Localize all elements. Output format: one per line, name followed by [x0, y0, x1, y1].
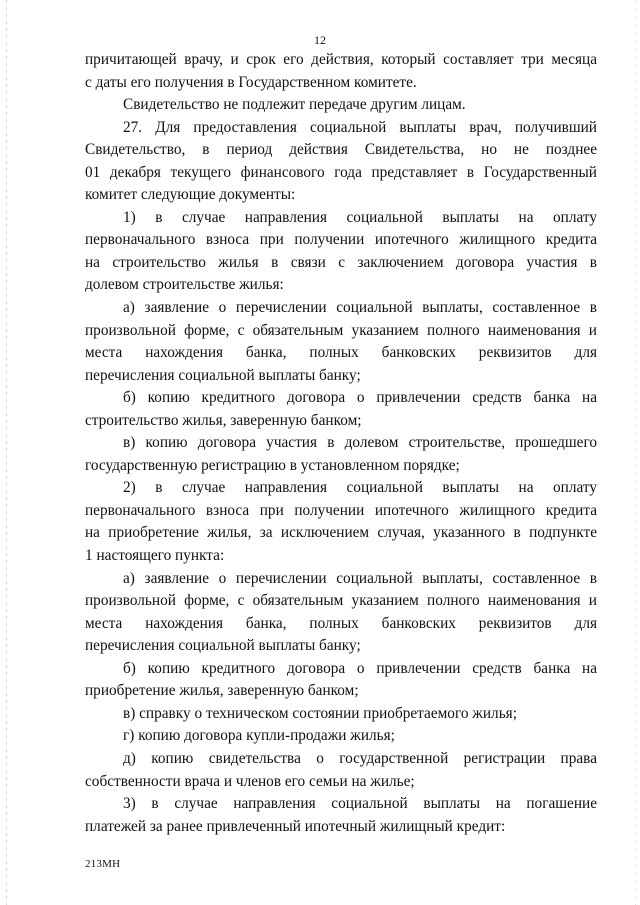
text-line-28: б) копию кредитного договора о привлечении средств банка на [123, 659, 597, 677]
text-line-4: 27. Для предоставления социальной выплаты врач, получивший [123, 118, 597, 136]
text-line-1: причитающей врачу, и срок его действия, который составляет три месяца [85, 51, 597, 68]
text-line-5: Свидетельство, в период действия Свидетельства, но не позднее [85, 141, 597, 159]
text-line-24: а) заявление о перечислении социальной выплаты, составленное в [123, 569, 597, 587]
text-line-35: платежей за ранее привлеченный ипотечный жилищный кредит: [85, 817, 506, 835]
text-line-13: произвольной форме, с обязательным указанием полного наименования и [85, 321, 597, 339]
text-line-21: первоначального взноса при получении ипотечного жилищного кредита [85, 501, 597, 519]
text-line-32: д) копию свидетельства о государственной регистрации права [123, 749, 597, 767]
text-line-14: места нахождения банка, полных банковских реквизитов для [85, 344, 597, 362]
scan-right-edge-mark [635, 0, 636, 905]
text-line-12: а) заявление о перечислении социальной выплаты, составленное в [123, 299, 597, 317]
text-line-8: 1) в случае направления социальной выплаты на оплату [123, 208, 597, 226]
text-line-29: приобретение жилья, заверенную банком; [85, 682, 359, 700]
text-line-31: г) копию договора купли-продажи жилья; [123, 727, 395, 745]
text-line-20: 2) в случае направления социальной выплаты на оплату [123, 479, 597, 497]
page-number: 12 [314, 33, 326, 47]
text-line-26: места нахождения банка, полных банковских реквизитов для [85, 614, 597, 632]
text-line-6: 01 декабря текущего финансового года представляет в Государственный [85, 163, 597, 181]
text-line-23: 1 настоящего пункта: [85, 547, 225, 565]
scan-left-edge-mark [6, 0, 7, 905]
text-line-33: собственности врача и членов его семьи на жилье; [85, 772, 415, 790]
text-line-15: перечисления социальной выплаты банку; [85, 366, 361, 384]
text-line-30: в) справку о техническом состоянии приобретаемого жилья; [123, 704, 517, 722]
document-body [85, 49, 597, 838]
text-line-3: Свидетельство не подлежит передаче другим лицам. [123, 96, 466, 114]
text-line-2: с даты его получения в Государственном комитете. [85, 73, 417, 91]
text-line-10: на строительство жилья в связи с заключением договора участия в [85, 253, 597, 271]
text-line-22: на приобретение жилья, за исключением случая, указанного в подпункте [85, 524, 597, 542]
text-line-25: произвольной форме, с обязательным указанием полного наименования и [85, 592, 597, 610]
document-code: 213МН [85, 858, 121, 870]
text-line-27: перечисления социальной выплаты банку; [85, 637, 361, 655]
text-line-16: б) копию кредитного договора о привлечении средств банка на [123, 389, 597, 407]
text-line-34: 3) в случае направления социальной выплаты на погашение [123, 795, 597, 813]
text-line-18: в) копию договора участия в долевом строительстве, прошедшего [123, 434, 597, 452]
text-line-7: комитет следующие документы: [85, 186, 296, 204]
text-line-9: первоначального взноса при получении ипотечного жилищного кредита [85, 231, 597, 249]
text-line-19: государственную регистрацию в установленном порядке; [85, 456, 460, 474]
text-line-17: строительство жилья, заверенную банком; [85, 411, 362, 429]
text-line-11: долевом строительстве жилья: [85, 276, 284, 294]
